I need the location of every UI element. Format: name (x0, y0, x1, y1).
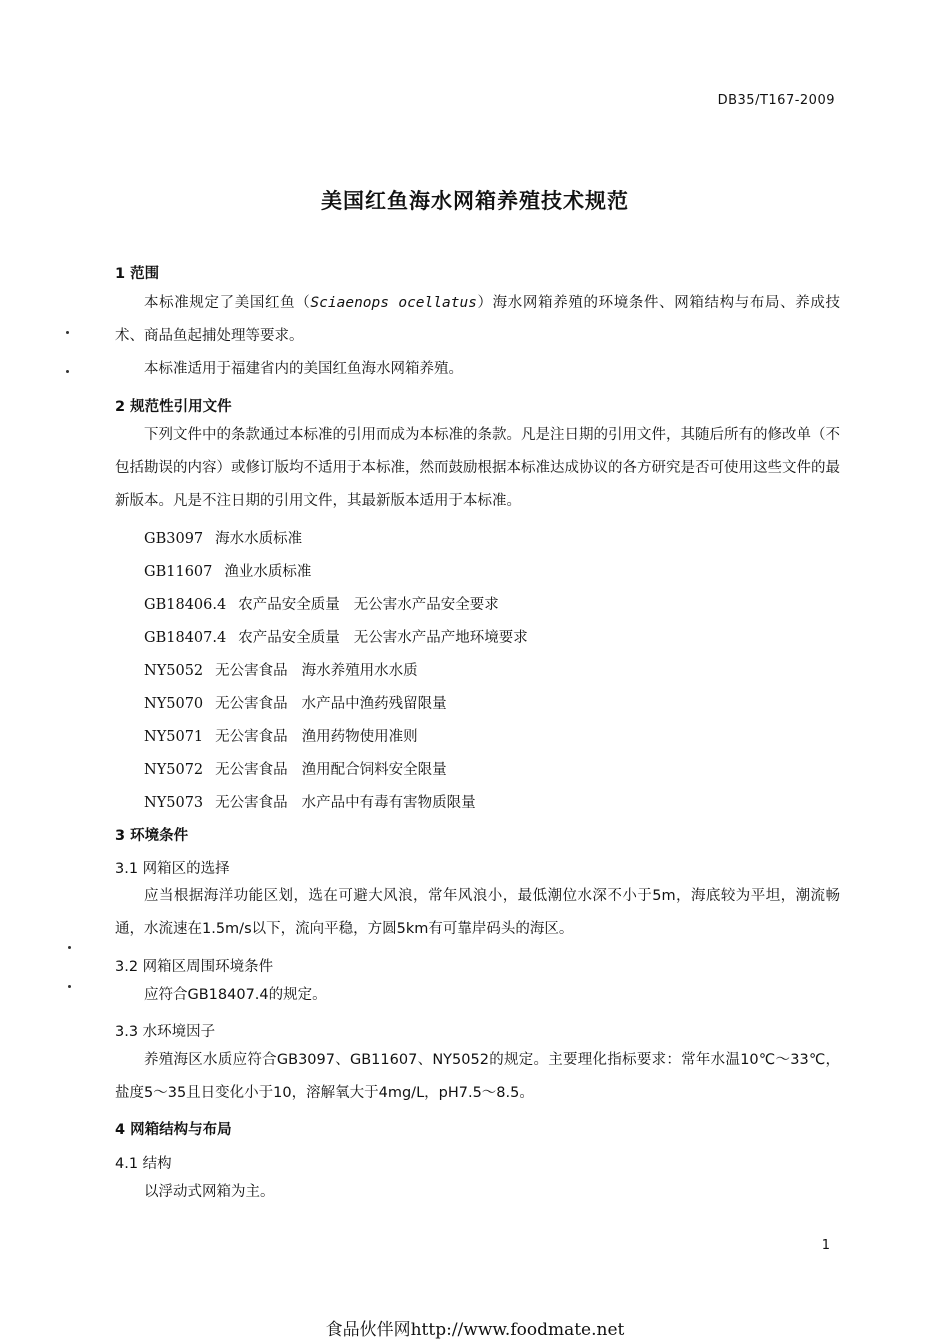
reference-code: NY5070 (144, 696, 204, 712)
reference-item (144, 593, 513, 614)
reference-item (144, 758, 461, 779)
reference-title-part: 无公害水产品安全要求 (353, 597, 499, 613)
section-3-2-text: 应符合GB18407.4的规定。 (144, 987, 327, 1003)
section-2-intro: 下列文件中的条款通过本标准的引用而成为本标准的条款。凡是注日期的引用文件，其随后所有的修改单（不包括勘误的内容）或修订版均不适用于本标准，然而鼓励根据本标准达成协议的各方研究是否可使用这些文件的最新版本。凡是不注日期的引用文件，其最新版本适用于本标准。 (115, 427, 840, 509)
section-1-paragraph-2: 本标准适用于福建省内的美国红鱼海水网箱养殖。 (144, 361, 463, 377)
reference-title-part: 无公害食品 (215, 663, 288, 679)
reference-code: GB18406.4 (144, 597, 227, 613)
reference-code: NY5052 (144, 663, 204, 679)
reference-code: GB3097 (144, 531, 204, 547)
reference-title-part: 渔用药物使用准则 (301, 729, 418, 745)
section-3-3-text: 养殖海区水质应符合GB3097、GB11607、NY5052的规定。主要理化指标要求：常年水温10℃～33℃，盐度5～35且日变化小于10，溶解氧大于4mg/L，pH7.5～8.5。 (115, 1052, 840, 1101)
reference-item (144, 626, 542, 647)
section-3-1-heading: 3.1 网箱区的选择 (115, 861, 230, 877)
reference-item (144, 560, 325, 581)
reference-title-part: 无公害食品 (215, 696, 288, 712)
section-1-paragraph-1 (115, 287, 840, 353)
footer-watermark: 食品伙伴网http://www.foodmate.net (325, 1320, 625, 1340)
reference-code: GB11607 (144, 564, 213, 580)
reference-title-part: 无公害食品 (215, 762, 288, 778)
reference-title-part: 水产品中渔药残留限量 (301, 696, 447, 712)
reference-title-part: 水产品中有毒有害物质限量 (301, 795, 476, 811)
reference-item (144, 692, 461, 713)
section-4-1-heading: 4.1 结构 (115, 1156, 172, 1172)
standard-code: DB35/T167-2009 (717, 93, 835, 108)
section-4-heading: 4 网箱结构与布局 (115, 1122, 232, 1138)
reference-item (144, 527, 316, 548)
section-4-1-text: 以浮动式网箱为主。 (144, 1184, 275, 1200)
reference-title-part: 农产品安全质量 (238, 597, 340, 613)
document-title: 美国红鱼海水网箱养殖技术规范 (321, 189, 629, 213)
section-3-3-heading: 3.3 水环境因子 (115, 1024, 216, 1040)
reference-code: GB18407.4 (144, 630, 227, 646)
species-latin-name: Sciaenops ocellatus (310, 295, 477, 311)
reference-item (144, 659, 432, 680)
section-3-heading: 3 环境条件 (115, 828, 189, 844)
p1-text-a: 本标准规定了美国红鱼（ (144, 295, 311, 311)
reference-title-part: 海水养殖用水水质 (301, 663, 418, 679)
reference-title-part: 无公害食品 (215, 729, 288, 745)
section-1-heading: 1 范围 (115, 266, 160, 282)
reference-title-part: 海水水质标准 (215, 531, 303, 547)
p1-text-b: ）海水网箱养殖的环境条件、网箱结构与布局、养成技术、商品鱼起捕处理等要求。 (115, 295, 841, 344)
reference-item (144, 791, 490, 812)
scan-speck (68, 946, 71, 949)
reference-title-part: 无公害水产品产地环境要求 (353, 630, 528, 646)
scan-speck (66, 370, 69, 373)
scan-speck (68, 985, 71, 988)
reference-code: NY5073 (144, 795, 204, 811)
reference-code: NY5072 (144, 762, 204, 778)
reference-title-part: 渔用配合饲料安全限量 (301, 762, 447, 778)
scan-speck (66, 331, 69, 334)
reference-title-part: 无公害食品 (215, 795, 288, 811)
page-number: 1 (821, 1238, 830, 1253)
reference-title-part: 农产品安全质量 (238, 630, 340, 646)
reference-item (144, 725, 432, 746)
section-3-2-heading: 3.2 网箱区周围环境条件 (115, 959, 274, 975)
section-2-heading: 2 规范性引用文件 (115, 399, 232, 415)
reference-code: NY5071 (144, 729, 204, 745)
reference-title-part: 渔业水质标准 (224, 564, 312, 580)
section-3-1-text: 应当根据海洋功能区划，选在可避大风浪，常年风浪小，最低潮位水深不小于5m，海底较为平坦，潮流畅通，水流速在1.5m/s以下，流向平稳，方圆5km有可靠岸码头的海区。 (115, 888, 840, 937)
